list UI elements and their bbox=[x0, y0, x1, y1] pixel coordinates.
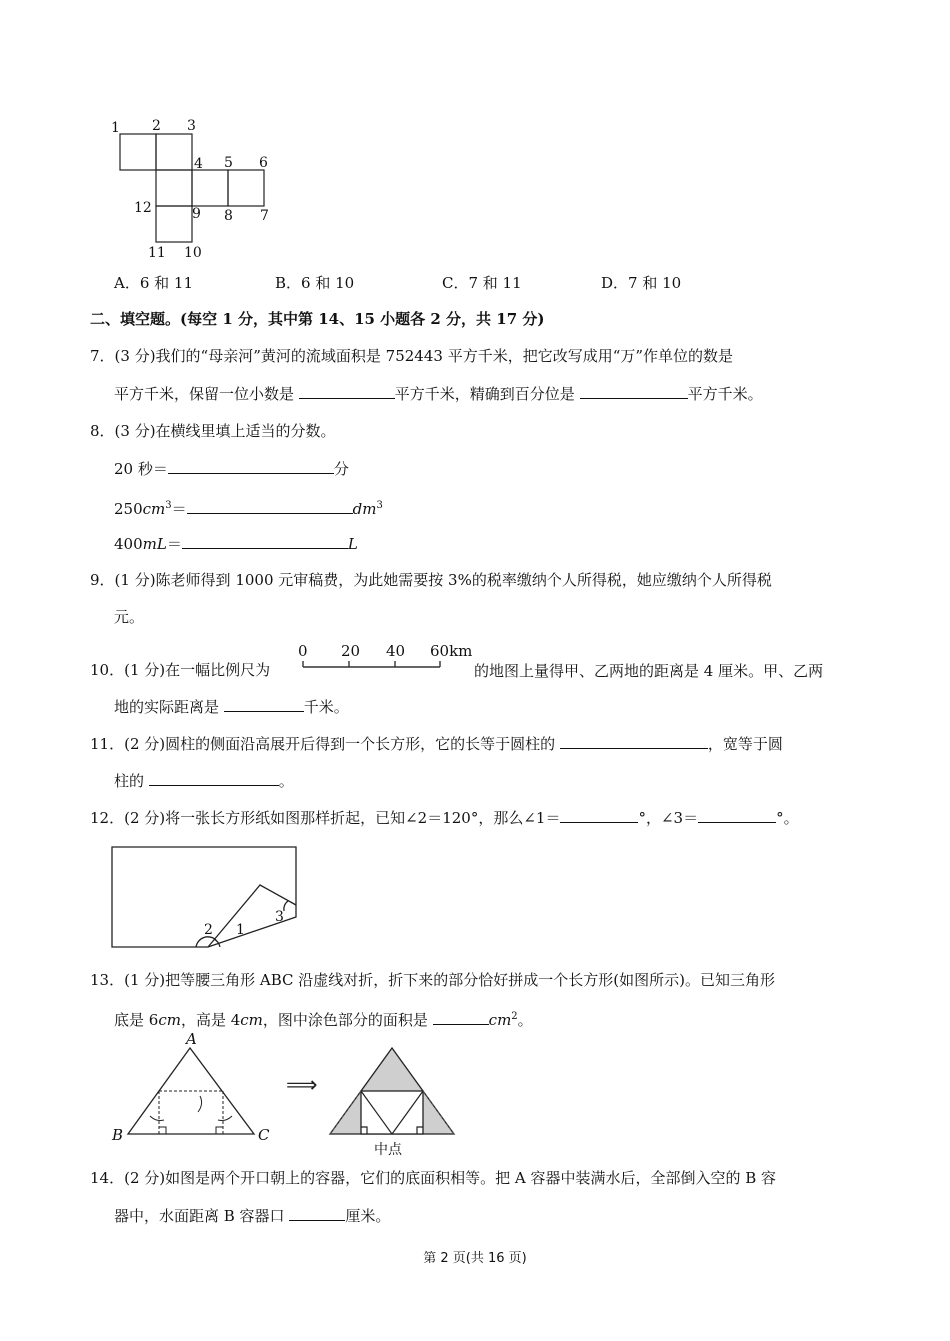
net-label: 1 bbox=[111, 120, 120, 136]
q9-line2: 元。 bbox=[114, 608, 145, 626]
q14-line1: 14．(2 分)如图是两个开口朝上的容器，它们的底面积相等。把 A 容器中装满水后，全部倒入空的 B 容 bbox=[90, 1169, 777, 1187]
net-label: 10 bbox=[184, 245, 202, 261]
q8-line1: 8．(3 分)在横线里填上适当的分数。 bbox=[90, 422, 336, 440]
q11-blank-1[interactable] bbox=[560, 733, 708, 749]
net-label: 6 bbox=[259, 155, 268, 171]
net-label: 8 bbox=[224, 208, 233, 224]
q7-blank-1[interactable] bbox=[299, 383, 395, 399]
angle-label: 1 bbox=[236, 922, 245, 938]
q13-line1: 13．(1 分)把等腰三角形 ABC 沿虚线对折，折下来的部分恰好拼成一个长方形(如图所示)。已知三角形 bbox=[90, 971, 775, 989]
q7-blank-2[interactable] bbox=[580, 383, 688, 399]
q10-line1b: 的地图上量得甲、乙两地的距离是 4 厘米。甲、乙两 bbox=[474, 662, 824, 680]
scale-bar bbox=[298, 640, 478, 676]
vertex-label: B bbox=[112, 1126, 124, 1144]
net-label: 2 bbox=[152, 118, 161, 134]
scale-label: 60km bbox=[430, 642, 473, 660]
net-label: 9 bbox=[192, 206, 201, 222]
option-c[interactable]: C．7 和 11 bbox=[442, 274, 522, 292]
q12-line1: 12．(2 分)将一张长方形纸如图那样折起，已知∠2＝120°，那么∠1＝ °，∠3＝ °。 bbox=[90, 809, 799, 827]
net-label: 4 bbox=[194, 156, 203, 172]
page-footer: 第 2 页(共 16 页) bbox=[423, 1251, 527, 1266]
scale-label: 20 bbox=[341, 642, 361, 660]
triangle-fold-figure bbox=[108, 1030, 468, 1160]
arrow-icon: ⟹ bbox=[286, 1073, 318, 1098]
q8-blank-3[interactable] bbox=[182, 533, 348, 549]
net-label: 7 bbox=[260, 208, 269, 224]
q12-blank-2[interactable] bbox=[698, 807, 776, 823]
option-a[interactable]: A．6 和 11 bbox=[114, 274, 193, 292]
q14-line2: 器中，水面距离 B 容器口 厘米。 bbox=[114, 1207, 391, 1225]
q7-line2: 平方千米，保留一位小数是 平方千米，精确到百分位是 平方千米。 bbox=[114, 385, 763, 403]
q7-line1: 7．(3 分)我们的“母亲河”黄河的流域面积是 752443 平方千米，把它改写成用“万”作单位的数是 bbox=[90, 347, 734, 365]
q10-line1a: 10．(1 分)在一幅比例尺为 bbox=[90, 661, 271, 679]
net-label: 11 bbox=[148, 245, 166, 261]
net-label: 12 bbox=[134, 200, 152, 216]
q11-line1: 11．(2 分)圆柱的侧面沿高展开后得到一个长方形，它的长等于圆柱的 ，宽等于圆 bbox=[90, 735, 783, 753]
q8-blank-2[interactable] bbox=[187, 498, 353, 514]
q14-blank[interactable] bbox=[289, 1205, 345, 1221]
net-label: 3 bbox=[187, 118, 196, 134]
angle-label: 3 bbox=[275, 909, 284, 925]
q11-line2: 柱的 。 bbox=[114, 772, 294, 790]
q11-blank-2[interactable] bbox=[149, 770, 279, 786]
q8-blank-1[interactable] bbox=[168, 458, 334, 474]
angle-label: 2 bbox=[204, 922, 213, 938]
scale-label: 40 bbox=[386, 642, 406, 660]
scale-label: 0 bbox=[298, 642, 308, 660]
option-d[interactable]: D．7 和 10 bbox=[601, 274, 682, 292]
q10-line2: 地的实际距离是 千米。 bbox=[114, 698, 349, 716]
q9-line1: 9．(1 分)陈老师得到 1000 元审稿费，为此她需要按 3%的税率缴纳个人所得税，她应缴纳个人所得税 bbox=[90, 571, 772, 589]
q8-row1: 20 秒＝ 分 bbox=[114, 460, 349, 478]
q10-blank[interactable] bbox=[224, 696, 304, 712]
q12-blank-1[interactable] bbox=[560, 807, 638, 823]
q8-row2: $250cm^3= dm^3$ bbox=[114, 500, 383, 518]
cube-net-figure bbox=[100, 112, 290, 262]
option-b[interactable]: B．6 和 10 bbox=[275, 274, 355, 292]
folded-paper-figure bbox=[112, 845, 302, 951]
vertex-label: C bbox=[258, 1126, 270, 1144]
vertex-label: A bbox=[186, 1030, 197, 1048]
section-title: 二、填空题。(每空 1 分，其中第 14、15 小题各 2 分，共 17 分) bbox=[90, 310, 545, 328]
q13-line2: 底是 6cm，高是 4cm，图中涂色部分的面积是 $cm^2$。 bbox=[114, 1011, 533, 1029]
midpoint-label: 中点 bbox=[374, 1142, 402, 1158]
net-label: 5 bbox=[224, 155, 233, 171]
q8-row3: 400mL＝ L bbox=[114, 535, 358, 553]
q13-blank[interactable] bbox=[433, 1009, 489, 1025]
